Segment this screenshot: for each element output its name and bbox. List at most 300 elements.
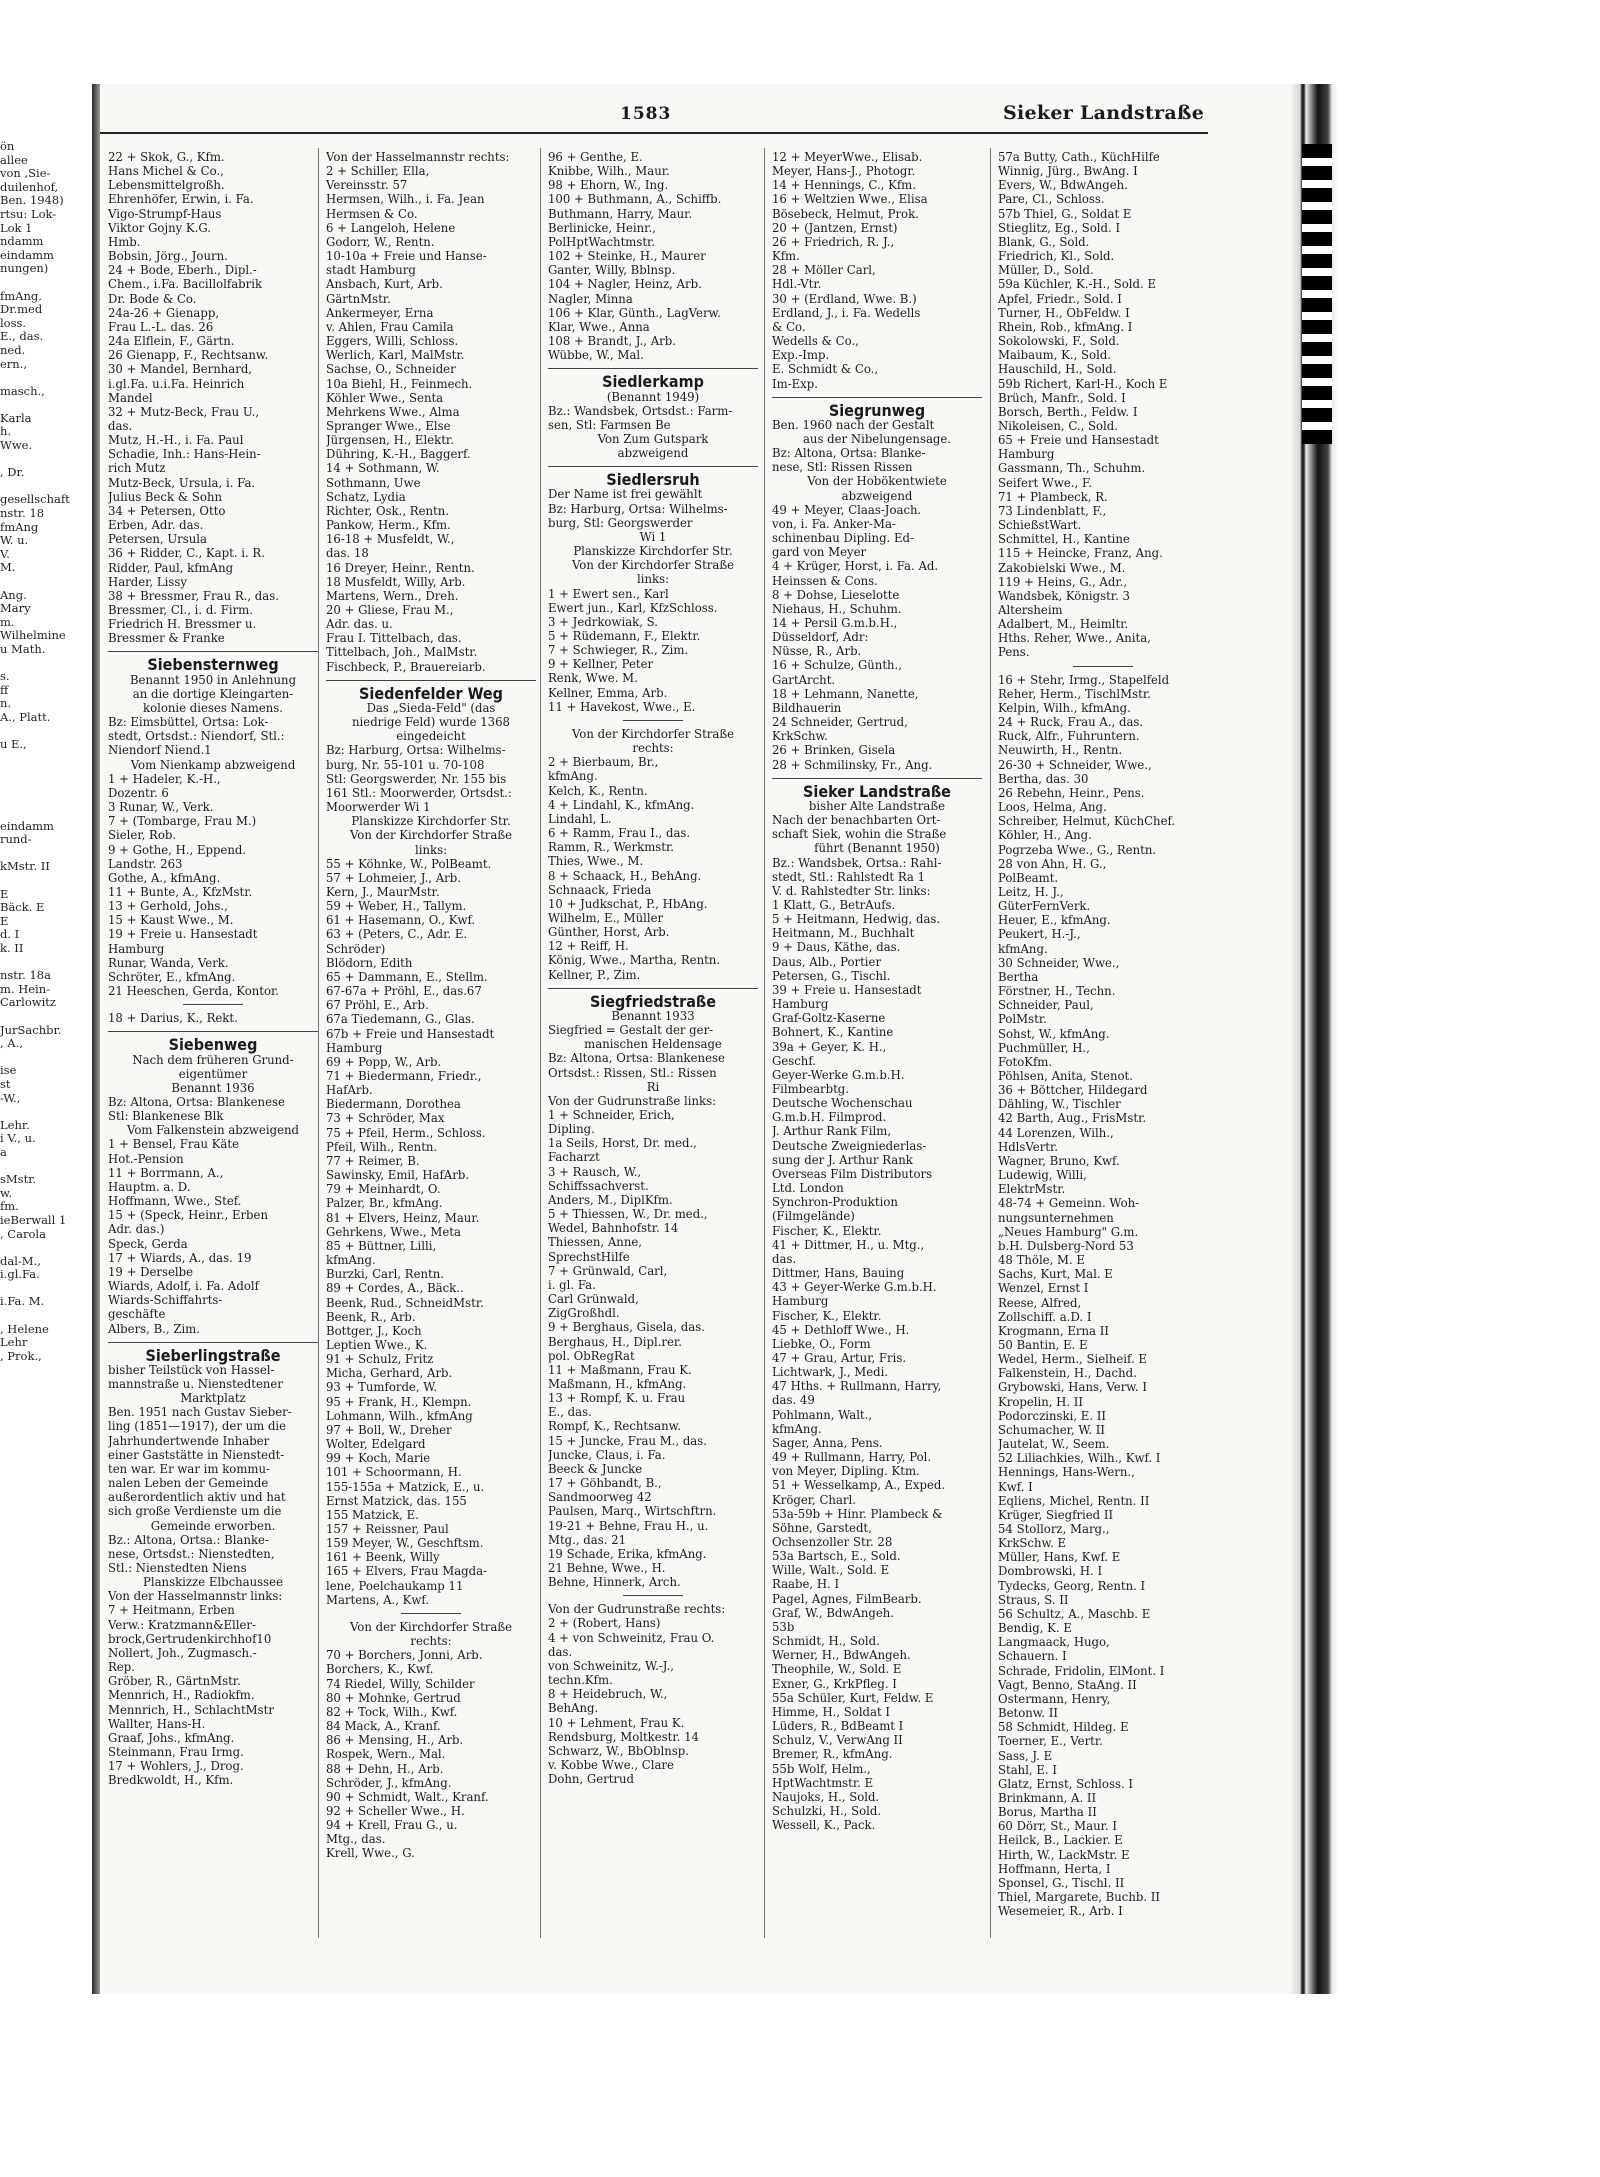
directory-entry: kfmAng.: [548, 769, 598, 784]
directory-entry: 155-155a + Matzick, E., u.: [326, 1479, 485, 1494]
directory-entry: Schadie, Inh.: Hans-Hein-: [108, 447, 261, 462]
directory-entry: Dombrowski, H. I: [998, 1564, 1103, 1579]
street-note: Vom Nienkamp abzweigend: [130, 757, 296, 772]
directory-entry: Bz.: Altona, Ortsa.: Blanke-: [108, 1532, 269, 1547]
directory-entry: ling (1851—1917), der um die: [108, 1419, 287, 1434]
fragment-line: dal-M.,: [0, 1253, 41, 1268]
directory-entry: 3 + Jedrkowiak, S.: [548, 614, 658, 629]
directory-entry: Reher, Herm., TischlMstr.: [998, 686, 1151, 701]
directory-entry: i. gl. Fa.: [548, 1277, 596, 1292]
directory-entry: Schatz, Lydia: [326, 489, 406, 504]
directory-entry: Glatz, Ernst, Schloss. I: [998, 1776, 1133, 1791]
directory-entry: Zakobielski Wwe., M.: [998, 560, 1126, 575]
section-rule: [108, 1342, 318, 1343]
directory-entry: Lebensmittelgroßh.: [108, 178, 225, 193]
street-heading: Siegfriedstraße: [589, 991, 717, 1011]
directory-entry: Hmb.: [108, 234, 141, 249]
column-divider: [990, 148, 991, 1938]
directory-entry: Werner, H., BdwAngeh.: [772, 1648, 911, 1663]
directory-entry: Overseas Film Distributors: [772, 1166, 933, 1181]
directory-entry: Moorwerder Wi 1: [326, 800, 431, 815]
fragment-line: V.: [0, 546, 10, 561]
directory-entry: außerordentlich aktiv und hat: [108, 1490, 286, 1505]
section-rule: [183, 1004, 243, 1005]
directory-entry: Erdland, J., i. Fa. Wedells: [772, 305, 921, 320]
directory-entry: 4 + Krüger, Horst, i. Fa. Ad.: [772, 559, 939, 574]
directory-entry: 157 + Reissner, Paul: [326, 1522, 449, 1536]
directory-entry: 16 + Stehr, Irmg., Stapelfeld: [998, 672, 1170, 687]
directory-entry: 67 Pröhl, E., Arb.: [326, 998, 429, 1013]
directory-entry: Rospek, Wern., Mal.: [326, 1747, 446, 1762]
directory-entry: 24 + Ruck, Frau A., das.: [998, 715, 1144, 730]
directory-entry: Petersen, G., Tischl.: [772, 968, 891, 983]
section-rule: [1073, 666, 1133, 667]
directory-entry: Kelch, K., Rentn.: [548, 783, 648, 798]
fragment-line: m. Hein-: [0, 981, 51, 996]
directory-entry: Hamburg: [998, 447, 1055, 462]
street-heading: Siebenweg: [168, 1035, 258, 1055]
directory-entry: von Meyer, Dipling. Ktm.: [772, 1464, 920, 1479]
directory-entry: 71 + Biedermann, Friedr.,: [326, 1069, 482, 1083]
directory-entry: 19 + Freie u. Hansestadt: [108, 927, 258, 942]
directory-entry: Hths. Reher, Wwe., Anita,: [998, 631, 1151, 646]
directory-entry: 5 + Heitmann, Hedwig, das.: [772, 912, 941, 927]
directory-entry: kfmAng.: [326, 1253, 376, 1268]
fragment-line: fmAng: [0, 519, 39, 534]
directory-entry: Chem., i.Fa. Bacillolfabrik: [108, 277, 263, 292]
directory-entry: Bremer, R., kfmAng.: [772, 1747, 893, 1762]
fragment-line: Lehr: [0, 1335, 28, 1350]
fragment-line: masch.,: [0, 383, 45, 398]
street-note: Von der Kirchdorfer Straße: [349, 1619, 513, 1634]
directory-entry: 1 Klatt, G., BetrAufs.: [772, 897, 896, 912]
directory-entry: 92 + Scheller Wwe., H.: [326, 1803, 465, 1818]
directory-entry: 15 + Kaust Wwe., M.: [108, 913, 234, 928]
directory-entry: 7 + Grünwald, Carl,: [548, 1263, 668, 1278]
fragment-line: a: [0, 1144, 7, 1159]
directory-entry: Werlich, Karl, MalMstr.: [326, 348, 465, 363]
street-note: abzweigend: [617, 446, 689, 461]
directory-entry: Schmittel, H., Kantine: [998, 532, 1130, 547]
directory-entry: Krell, Wwe., G.: [326, 1846, 415, 1861]
directory-entry: Toerner, E., Vertr.: [998, 1734, 1103, 1749]
directory-entry: 54 Stollorz, Marg.,: [998, 1522, 1110, 1536]
directory-entry: 24a-26 + Gienapp,: [108, 305, 220, 320]
directory-entry: Viktor Gojny K.G.: [108, 220, 212, 235]
street-heading: Siedlersruh: [606, 470, 700, 490]
directory-entry: Podorczinski, E. II: [998, 1408, 1106, 1423]
directory-entry: das. 49: [772, 1393, 815, 1408]
directory-column-4: [772, 150, 982, 1960]
directory-entry: Hans Michel & Co.,: [108, 164, 224, 179]
directory-entry: Carl Grünwald,: [548, 1292, 639, 1307]
fragment-line: fm.: [0, 1199, 19, 1214]
fragment-line: JurSachbr.: [0, 1022, 62, 1037]
directory-entry: Loos, Helma, Ang.: [998, 800, 1107, 815]
directory-entry: 19-21 + Behne, Frau H., u.: [548, 1518, 709, 1533]
street-heading: Siebensternweg: [147, 655, 279, 675]
directory-entry: Von der Hasselmannstr rechts:: [326, 150, 510, 164]
directory-entry: von Schweinitz, W.-J.,: [548, 1658, 675, 1673]
directory-entry: Daus, Alb., Portier: [772, 954, 882, 969]
directory-entry: v. Ahlen, Frau Camila: [326, 319, 454, 334]
directory-entry: Wesemeier, R., Arb. I: [998, 1904, 1123, 1919]
directory-entry: Ochsenzoller Str. 28: [772, 1535, 893, 1549]
directory-entry: Fischer, K., Elektr.: [772, 1223, 882, 1238]
directory-entry: Kfm.: [772, 249, 800, 264]
directory-entry: 74 Riedel, Willy, Schilder: [326, 1676, 475, 1691]
street-note: manischen Heldensage: [584, 1037, 722, 1052]
directory-entry: 81 + Elvers, Heinz, Maur.: [326, 1210, 480, 1225]
directory-entry: nese, Ortsdst.: Nienstedten,: [108, 1546, 275, 1561]
directory-entry: Sothmann, Uwe: [326, 475, 421, 490]
directory-entry: Dähling, W., Tischler: [998, 1097, 1121, 1112]
directory-entry: lene, Poelchaukamp 11: [326, 1578, 464, 1593]
directory-entry: Deutsche Zweigniederlas-: [772, 1138, 927, 1153]
directory-entry: Dozentr. 6: [108, 785, 169, 800]
directory-entry: Petersen, Ursula: [108, 532, 207, 547]
directory-entry: Zollschiff. a.D. I: [998, 1309, 1092, 1324]
directory-entry: E., das.: [548, 1405, 592, 1420]
directory-entry: Turner, H., ObFeldw. I: [998, 305, 1130, 320]
directory-entry: 96 + Genthe, E.: [548, 150, 643, 164]
fragment-line: nstr. 18: [0, 506, 45, 521]
directory-entry: Knibbe, Wilh., Maur.: [548, 164, 670, 179]
directory-entry: 97 + Boll, W., Dreher: [326, 1422, 452, 1437]
fragment-line: rtsu: Lok-: [0, 206, 57, 221]
directory-entry: 28 von Ahn, H. G.,: [998, 856, 1107, 871]
fragment-line: Lehr.: [0, 1117, 30, 1132]
street-note: Ri: [646, 1079, 660, 1094]
directory-entry: Eqliens, Michel, Rentn. II: [998, 1493, 1150, 1508]
directory-entry: Günther, Horst, Arb.: [548, 925, 670, 940]
directory-entry: 21 Heeschen, Gerda, Kontor.: [108, 984, 280, 999]
directory-entry: Schnaack, Frieda: [548, 882, 652, 897]
fragment-line: gesellschaft: [0, 492, 70, 507]
directory-entry: 57 + Lohmeier, J., Arb.: [326, 870, 461, 885]
directory-entry: 77 + Reimer, B.: [326, 1153, 420, 1168]
directory-entry: Deutsche Wochenschau: [772, 1096, 913, 1111]
directory-entry: 82 + Tock, Wilh., Kwf.: [326, 1704, 458, 1719]
fragment-line: ieBerwall 1: [0, 1212, 67, 1227]
fragment-line: , Helene: [0, 1321, 49, 1336]
directory-entry: Neuwirth, H., Rentn.: [998, 743, 1123, 758]
directory-entry: 65 + Dammann, E., Stellm.: [326, 969, 488, 984]
directory-entry: das. 18: [326, 546, 369, 561]
street-note: Wi 1: [639, 529, 667, 544]
edge-marks: [1302, 144, 1332, 444]
directory-entry: 7 + (Tombarge, Frau M.): [108, 814, 257, 829]
fragment-line: E: [0, 913, 9, 928]
directory-entry: 65 + Freie und Hansestadt: [998, 433, 1159, 448]
street-note: (Benannt 1949): [606, 389, 700, 404]
directory-entry: Pöhlsen, Anita, Stenot.: [998, 1069, 1133, 1083]
street-note: eigentümer: [178, 1066, 248, 1081]
directory-entry: ZigGroßhdl.: [548, 1306, 620, 1321]
street-note: führt (Benannt 1950): [814, 841, 940, 856]
directory-entry: 39a + Geyer, K. H.,: [772, 1039, 887, 1054]
section-rule: [108, 1031, 318, 1032]
fragment-line: -W.,: [0, 1090, 21, 1105]
directory-entry: Schrade, Fridolin, ElMont. I: [998, 1663, 1165, 1678]
fragment-line: s.: [0, 669, 10, 684]
directory-entry: das.: [548, 1644, 573, 1659]
directory-entry: 58 Schmidt, Hildeg. E: [998, 1720, 1129, 1735]
directory-entry: Schröder, J., kfmAng.: [326, 1775, 452, 1790]
directory-entry: 88 + Dehn, H., Arb.: [326, 1761, 444, 1776]
directory-entry: König, Wwe., Martha, Rentn.: [548, 953, 721, 968]
directory-entry: 28 + Möller Carl,: [772, 263, 876, 278]
street-note: Vom Falkenstein abzweigend: [126, 1123, 299, 1138]
directory-entry: Schiffssachverst.: [548, 1178, 649, 1193]
directory-entry: SchießstWart.: [998, 518, 1082, 533]
directory-entry: 67a Tiedemann, G., Glas.: [326, 1012, 475, 1027]
directory-entry: Mandel: [108, 390, 153, 405]
directory-entry: Kelpin, Wilh., kfmAng.: [998, 700, 1131, 715]
directory-entry: 106 + Klar, Günth., LagVerw.: [548, 305, 721, 320]
directory-entry: Ankermeyer, Erna: [326, 305, 434, 320]
directory-entry: 28 + Schmilinsky, Fr., Ang.: [772, 757, 933, 772]
fragment-line: Ang.: [0, 587, 27, 602]
directory-entry: 34 + Petersen, Otto: [108, 503, 226, 518]
directory-entry: Spranger Wwe., Else: [326, 418, 451, 433]
directory-entry: Micha, Gerhard, Arb.: [326, 1366, 453, 1381]
directory-entry: Albers, B., Zim.: [108, 1321, 200, 1336]
directory-entry: Biedermann, Dorothea: [326, 1097, 461, 1112]
directory-entry: Schmidt, H., Sold.: [772, 1634, 880, 1649]
directory-entry: Apfel, Friedr., Sold. I: [998, 291, 1122, 306]
fragment-line: A., Platt.: [0, 709, 51, 724]
street-note: Marktplatz: [180, 1391, 246, 1406]
fragment-line: eindamm: [0, 818, 54, 833]
directory-entry: 159 Meyer, W., Geschftsm.: [326, 1536, 484, 1551]
directory-entry: 161 + Beenk, Willy: [326, 1550, 440, 1565]
directory-entry: 80 + Mohnke, Gertrud: [326, 1690, 461, 1705]
directory-entry: 48 Thöle, M. E: [998, 1253, 1085, 1268]
directory-entry: Von der Hasselmannstr links:: [108, 1589, 283, 1604]
section-rule: [772, 397, 982, 398]
fragment-line: ned.: [0, 342, 26, 357]
street-note: Planskizze Kirchdorfer Str.: [573, 544, 733, 559]
directory-entry: 71 + Plambeck, R.: [998, 489, 1108, 504]
directory-entry: 24a Elflein, F., Gärtn.: [108, 334, 235, 349]
directory-entry: 89 + Cordes, A., Bäck..: [326, 1281, 464, 1296]
fragment-line: [0, 874, 90, 888]
directory-entry: Beenk, R., Arb.: [326, 1309, 416, 1324]
directory-entry: brock,Gertrudenkirchhof10: [108, 1631, 272, 1646]
directory-entry: 47 Hths. + Rullmann, Harry,: [772, 1379, 942, 1394]
directory-entry: Adr. das. u.: [326, 617, 393, 632]
directory-entry: Graf, W., BdwAngeh.: [772, 1605, 895, 1620]
street-heading: Siedlerkamp: [602, 372, 704, 392]
directory-entry: Hot.-Pension: [108, 1151, 184, 1166]
directory-entry: Tydecks, Georg, Rentn. I: [998, 1578, 1146, 1593]
fragment-line: u Math.: [0, 641, 46, 656]
directory-entry: Bertha, das. 30: [998, 771, 1089, 786]
directory-entry: 32 + Mutz-Beck, Frau U.,: [108, 404, 260, 419]
directory-entry: 36 + Ridder, C., Kapt. i. R.: [108, 546, 265, 561]
directory-entry: Hauschild, H., Sold.: [998, 362, 1117, 377]
directory-entry: Schröter, E., kfmAng.: [108, 969, 236, 984]
directory-entry: 70 + Borchers, Jonni, Arb.: [326, 1648, 483, 1663]
directory-entry: Mennrich, H., Radiokfm.: [108, 1688, 255, 1703]
directory-entry: Sager, Anna, Pens.: [772, 1435, 883, 1450]
directory-entry: Meyer, Hans-J., Photogr.: [772, 164, 916, 179]
directory-entry: Blödorn, Edith: [326, 955, 413, 970]
directory-entry: Graf-Goltz-Kaserne: [772, 1011, 886, 1026]
section-rule: [772, 778, 982, 779]
directory-entry: Vigo-Strumpf-Haus: [108, 206, 222, 221]
directory-entry: 53a-59b + Hinr. Plambeck &: [772, 1506, 943, 1521]
section-rule: [623, 720, 683, 721]
directory-entry: 19 + Derselbe: [108, 1264, 194, 1279]
directory-entry: 14 + Persil G.m.b.H.,: [772, 616, 898, 630]
directory-entry: 155 Matzick, E.: [326, 1507, 419, 1522]
directory-entry: stedt, Stl.: Rahlstedt Ra 1: [772, 869, 926, 884]
directory-entry: Sohst, W., kfmAng.: [998, 1026, 1110, 1041]
directory-entry: Sokolowski, F., Sold.: [998, 334, 1120, 349]
fragment-line: , Carola: [0, 1226, 46, 1241]
directory-entry: 13 + Rompf, K. u. Frau: [548, 1391, 686, 1406]
directory-entry: PolHptWachtmstr.: [548, 234, 656, 249]
directory-entry: Bz.: Wandsbek, Ortsa.: Rahl-: [772, 855, 942, 870]
directory-entry: Hamburg: [108, 941, 165, 956]
directory-entry: 11 + Bunte, A., KfzMstr.: [108, 884, 253, 899]
directory-entry: 10a Biehl, H., Feinmech.: [326, 376, 473, 391]
directory-entry: Hamburg: [772, 997, 829, 1012]
directory-entry: 15 + Juncke, Frau M., das.: [548, 1433, 707, 1448]
directory-entry: 104 + Nagler, Heinz, Arb.: [548, 277, 702, 292]
directory-entry: Ridder, Paul, kfmAng: [108, 560, 234, 575]
directory-entry: Langmaack, Hugo,: [998, 1635, 1110, 1650]
fragment-line: h.: [0, 424, 12, 439]
directory-entry: Thiessen, Anne,: [548, 1235, 642, 1250]
fragment-line: rund-: [0, 832, 32, 847]
directory-entry: 43 + Geyer-Werke G.m.b.H.: [772, 1280, 937, 1295]
directory-entry: 93 + Tumforde, W.: [326, 1380, 437, 1395]
directory-entry: Kellner, Emma, Arb.: [548, 685, 668, 700]
directory-entry: sung der J. Arthur Rank: [772, 1152, 913, 1167]
directory-entry: 10-10a + Freie und Hanse-: [326, 249, 487, 264]
fragment-line: E: [0, 886, 9, 901]
directory-entry: Burzki, Carl, Rentn.: [326, 1267, 444, 1282]
directory-entry: Thiel, Margarete, Buchb. II: [998, 1890, 1160, 1905]
street-note: Planskizze Kirchdorfer Str.: [351, 814, 511, 829]
fragment-line: Wilhelmine: [0, 628, 66, 643]
directory-entry: Sachse, O., Schneider: [326, 362, 456, 377]
directory-entry: Mtg., das.: [326, 1832, 386, 1847]
directory-entry: 59b Richert, Karl-H., Koch E: [998, 376, 1168, 391]
directory-entry: Bz: Altona, Ortsa: Blankenese: [548, 1051, 725, 1066]
directory-entry: GartArcht.: [772, 672, 836, 687]
directory-entry: 14 + Sothmann, W.: [326, 461, 440, 476]
fragment-line: [0, 575, 90, 589]
street-note: Von der Kirchdorfer Straße: [571, 558, 735, 573]
directory-entry: Bösebeck, Helmut, Prok.: [772, 206, 919, 221]
directory-entry: Kellner, P., Zim.: [548, 967, 641, 982]
directory-entry: Ernst Matzick, das. 155: [326, 1493, 467, 1508]
directory-entry: Gehrkens, Wwe., Meta: [326, 1224, 461, 1239]
directory-entry: Hermsen, Wilh., i. Fa. Jean: [326, 192, 485, 207]
fragment-line: [0, 806, 90, 820]
directory-entry: Bz: Harburg, Ortsa: Wilhelms-: [326, 743, 506, 758]
directory-entry: PolMstr.: [998, 1012, 1047, 1027]
directory-entry: „Neues Hamburg" G.m.: [998, 1224, 1139, 1239]
directory-entry: von, i. Fa. Anker-Ma-: [772, 516, 896, 531]
street-note: Planskizze Elbchaussee: [142, 1575, 283, 1590]
directory-entry: Rep.: [108, 1660, 135, 1675]
directory-entry: stadt Hamburg: [326, 263, 416, 278]
fragment-line: nstr. 18a: [0, 968, 51, 983]
directory-entry: 13 + Gerhold, Johs.,: [108, 899, 228, 914]
directory-entry: Heilck, B., Lackier. E: [998, 1833, 1123, 1848]
directory-entry: 55 + Köhnke, W., PolBeamt.: [326, 856, 492, 871]
directory-entry: Nagler, Minna: [548, 291, 633, 306]
column-divider: [764, 148, 765, 1938]
fragment-line: , Dr.: [0, 465, 25, 480]
directory-entry: Nüsse, R., Arb.: [772, 644, 862, 659]
directory-entry: HptWachtmstr. E: [772, 1775, 874, 1790]
directory-entry: Brinkmann, A. II: [998, 1790, 1097, 1805]
directory-entry: Palzer, Br., kfmAng.: [326, 1196, 443, 1211]
directory-entry: 17 + Wiards, A., das. 19: [108, 1250, 252, 1265]
directory-entry: 36 + Böttcher, Hildegard: [998, 1083, 1148, 1098]
directory-entry: Düsseldorf, Adr:: [772, 630, 869, 645]
directory-entry: 22 + Skok, G., Kfm.: [108, 150, 225, 164]
directory-entry: 11 + Maßmann, Frau K.: [548, 1362, 692, 1377]
directory-entry: Fischer, K., Elektr.: [772, 1308, 882, 1323]
directory-entry: Borus, Martha II: [998, 1805, 1097, 1820]
directory-entry: 9 + Kellner, Peter: [548, 657, 654, 672]
directory-entry: 2 + (Robert, Hans): [548, 1616, 661, 1631]
directory-column-2: [326, 150, 536, 1960]
directory-entry: Pare, Cl., Schloss.: [998, 192, 1105, 207]
fragment-line: loss.: [0, 315, 27, 330]
directory-entry: Dühring, K.-H., Baggerf.: [326, 447, 471, 462]
directory-entry: Paulsen, Marq., Wirtschftrn.: [548, 1504, 717, 1519]
directory-entry: Beenk, Rud., SchneidMstr.: [326, 1295, 484, 1310]
fragment-line: [0, 1051, 90, 1065]
fragment-line: [0, 1160, 90, 1174]
fragment-line: E., das.: [0, 329, 44, 344]
directory-entry: Förstner, H., Techn.: [998, 984, 1116, 999]
directory-entry: 53b: [772, 1619, 795, 1634]
directory-entry: das.: [108, 418, 133, 433]
directory-entry: Lohmann, Wilh., kfmAng: [326, 1408, 473, 1423]
directory-entry: Ludewig, Willi,: [998, 1168, 1087, 1183]
directory-entry: Ansbach, Kurt, Arb.: [326, 277, 443, 292]
directory-entry: Bildhauerin: [772, 700, 842, 715]
directory-entry: Wübbe, W., Mal.: [548, 348, 644, 363]
directory-entry: Bohnert, K., Kantine: [772, 1025, 894, 1040]
directory-entry: Hdl.-Vtr.: [772, 277, 822, 292]
directory-entry: 26 Rebehn, Heinr., Pens.: [998, 785, 1145, 800]
directory-entry: 57b Thiel, G., Soldat E: [998, 206, 1132, 221]
directory-entry: 108 + Brandt, J., Arb.: [548, 334, 676, 349]
directory-entry: Pens.: [998, 645, 1030, 660]
directory-entry: 53a Bartsch, E., Sold.: [772, 1549, 901, 1564]
directory-entry: Jahrhundertwende Inhaber: [108, 1433, 270, 1448]
directory-entry: Bressmer, Cl., i. d. Firm.: [108, 603, 253, 617]
directory-entry: Vereinsstr. 57: [326, 178, 408, 193]
directory-entry: 5 + Rüdemann, F., Elektr.: [548, 629, 701, 643]
directory-entry: Hauptm. a. D.: [108, 1179, 191, 1194]
directory-entry: 41 + Dittmer, H., u. Mtg.,: [772, 1237, 925, 1252]
directory-entry: Peukert, H.-J.,: [998, 927, 1081, 942]
directory-entry: Frau I. Tittelbach, das.: [326, 631, 462, 646]
section-rule: [548, 368, 758, 369]
fragment-line: W. u.: [0, 533, 29, 548]
